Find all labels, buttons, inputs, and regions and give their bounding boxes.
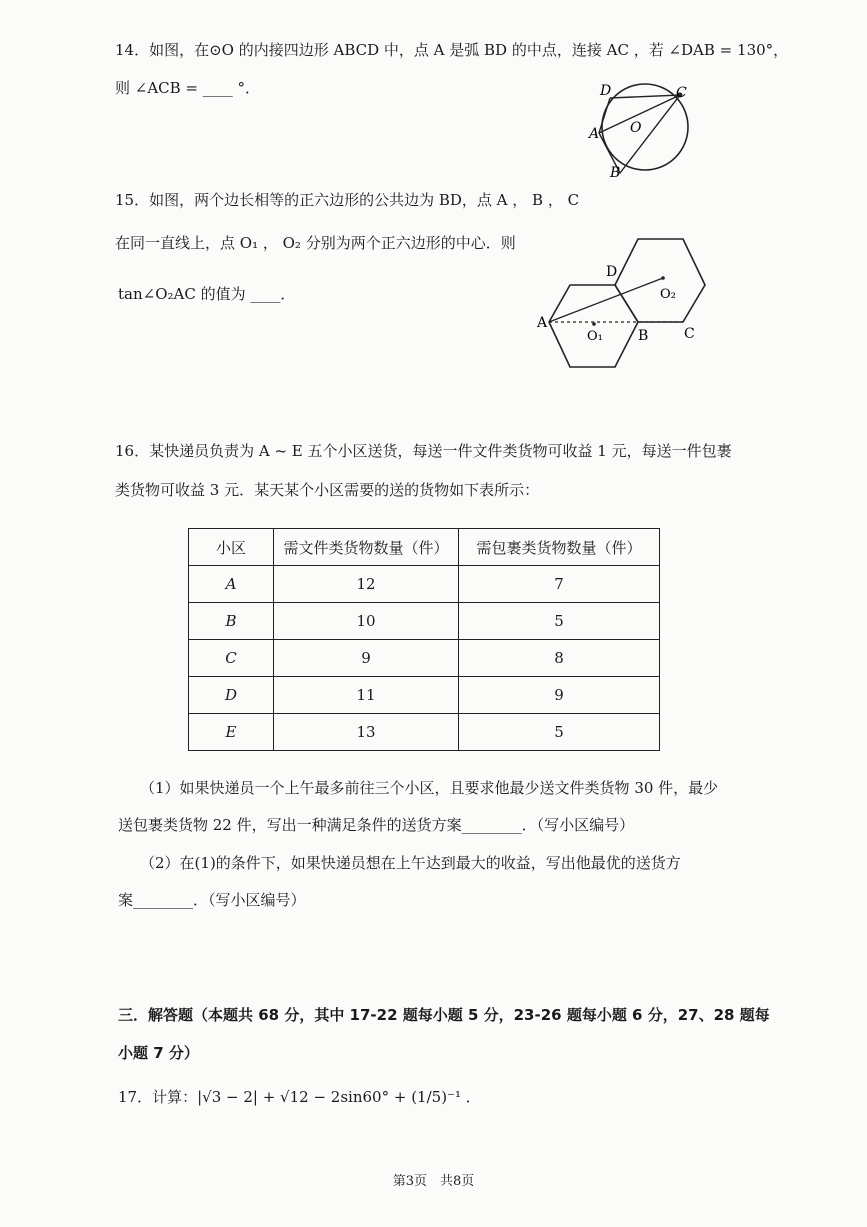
q16-part2-line2: 案________．（写小区编号） — [118, 891, 306, 909]
q14-label-a: A — [589, 126, 600, 142]
q15-label-d: D — [606, 264, 618, 280]
table-cell: 10 — [274, 603, 459, 640]
q16-part1-line2: 送包裹类货物 22 件，写出一种满足条件的送货方案________．（写小区编号） — [118, 816, 635, 834]
q14-label-c: C — [676, 85, 687, 101]
section3-heading-line1: 三．解答题（本题共 68 分，其中 17-22 题每小题 5 分，23-26 题每小题 6 分，27、28 题每 — [118, 1006, 770, 1024]
table-header-cell: 需文件类货物数量（件） — [274, 529, 459, 566]
table-header-cell: 需包裹类货物数量（件） — [459, 529, 660, 566]
q15-line3: tan∠O₂AC 的值为 ____． — [118, 285, 296, 303]
table-cell: D — [189, 677, 274, 714]
table-cell: B — [189, 603, 274, 640]
table-header-row — [189, 529, 660, 566]
table-row — [189, 603, 660, 640]
table-cell: E — [189, 714, 274, 751]
table-cell: 5 — [459, 603, 660, 640]
table-cell: 12 — [274, 566, 459, 603]
q16-line2: 类货物可收益 3 元．某天某个小区需要的送的货物如下表所示： — [115, 481, 540, 499]
q17-prefix: 17．计算： — [118, 1088, 198, 1106]
q14-label-o: O — [630, 120, 642, 136]
q16-table — [188, 528, 660, 751]
table-cell: 9 — [274, 640, 459, 677]
q14-label-b: B — [610, 165, 621, 181]
table-header-cell: 小区 — [189, 529, 274, 566]
table-cell: 7 — [459, 566, 660, 603]
table-row — [189, 677, 660, 714]
q15-hexagon-figure — [528, 228, 718, 378]
q15-label-a: A — [537, 315, 548, 331]
q16-part2-line1: （2）在(1)的条件下，如果快递员想在上午达到最大的收益，写出他最优的送货方 — [140, 854, 681, 872]
table-cell: 13 — [274, 714, 459, 751]
table-cell: C — [189, 640, 274, 677]
q15-hexagon-right — [615, 239, 705, 322]
table-row — [189, 714, 660, 751]
q17-line — [118, 1087, 481, 1107]
table-row — [189, 640, 660, 677]
q17-expression: |√3 − 2| + √12 − 2sin60° + (1/5)⁻¹ ． — [197, 1088, 481, 1106]
q16-line1: 16．某快递员负责为 A ~ E 五个小区送货，每送一件文件类货物可收益 1 元，每送一件包裹 — [115, 442, 732, 460]
table-cell: 8 — [459, 640, 660, 677]
table-cell: 9 — [459, 677, 660, 714]
section3-heading-line2: 小题 7 分） — [118, 1044, 199, 1062]
table-cell: A — [189, 566, 274, 603]
q14-label-d: D — [600, 83, 612, 99]
table-row — [189, 566, 660, 603]
q14-line1: 14．如图，在⊙O 的内接四边形 ABCD 中，点 A 是弧 BD 的中点，连接 AC ，若 ∠DAB = 130°， — [115, 41, 789, 59]
q15-label-c: C — [684, 326, 695, 342]
page-footer: 第3页 共8页 — [392, 1174, 475, 1189]
q15-line2: 在同一直线上，点 O₁ ， O₂ 分别为两个正六边形的中心．则 — [115, 234, 516, 252]
q15-label-o2: O₂ — [660, 287, 676, 302]
table-cell: 11 — [274, 677, 459, 714]
table-cell: 5 — [459, 714, 660, 751]
q15-hexagon-left — [549, 285, 638, 367]
q14-line2: 则 ∠ACB = ____ °． — [115, 79, 261, 97]
q14-circle-figure — [580, 75, 700, 185]
q15-label-b: B — [638, 328, 649, 344]
q16-part1-line1: （1）如果快递员一个上午最多前往三个小区，且要求他最少送文件类货物 30 件，最少 — [140, 779, 719, 797]
q15-line1: 15．如图，两个边长相等的正六边形的公共边为 BD，点 A ， B ， C — [115, 191, 580, 209]
q15-label-o1: O₁ — [587, 329, 603, 344]
